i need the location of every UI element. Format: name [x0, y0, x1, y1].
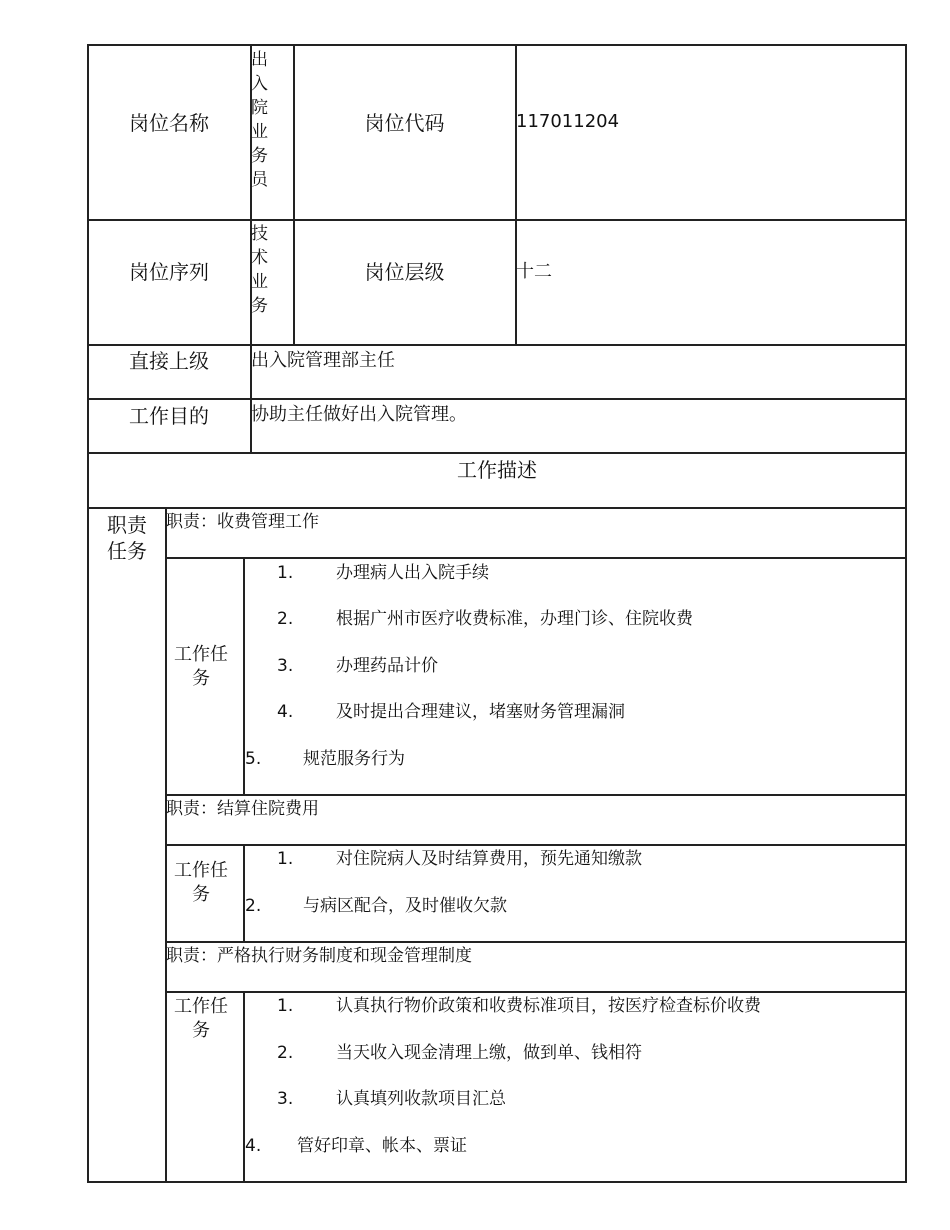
- task-number: 4.: [245, 1136, 262, 1156]
- task-number: 2.: [277, 1043, 294, 1063]
- task-label: 工作任务: [174, 644, 228, 689]
- position-name-value: 出入院业务员: [251, 50, 268, 190]
- duty-title: 职责：收费管理工作: [166, 512, 319, 532]
- task-item: 管好印章、帐本、票证: [297, 1136, 467, 1156]
- task-number: 3.: [277, 1089, 294, 1109]
- duty-title: 职责：严格执行财务制度和现金管理制度: [166, 946, 472, 966]
- position-code-value: 117011204: [516, 111, 620, 132]
- task-item: 与病区配合，及时催收欠款: [303, 896, 507, 916]
- task-number: 5.: [245, 749, 262, 769]
- task-item: 当天收入现金清理上缴，做到单、钱相符: [336, 1043, 642, 1063]
- position-code-label: 岗位代码: [364, 111, 445, 135]
- task-number: 1.: [277, 563, 294, 583]
- position-sequence-value: 技术业务: [251, 224, 268, 316]
- task-item: 规范服务行为: [303, 749, 405, 769]
- task-number: 2.: [245, 896, 262, 916]
- direct-superior-value: 出入院管理部主任: [251, 350, 395, 371]
- task-item: 办理药品计价: [336, 656, 438, 676]
- task-label: 工作任务: [174, 860, 228, 905]
- task-number: 3.: [277, 656, 294, 676]
- task-item: 认真执行物价政策和收费标准项目，按医疗检查标价收费: [336, 996, 761, 1016]
- position-level-label: 岗位层级: [364, 260, 445, 284]
- task-item: 认真填列收款项目汇总: [336, 1089, 506, 1109]
- task-number: 1.: [277, 849, 294, 869]
- task-item: 对住院病人及时结算费用，预先通知缴款: [336, 849, 642, 869]
- duty-title: 职责：结算住院费用: [166, 799, 319, 819]
- duties-label: 职责任务: [107, 513, 147, 563]
- task-number: 1.: [277, 996, 294, 1016]
- position-name-label: 岗位名称: [129, 111, 209, 135]
- position-sequence-label: 岗位序列: [129, 260, 209, 284]
- task-item: 根据广州市医疗收费标准，办理门诊、住院收费: [336, 609, 693, 629]
- work-description-title: 工作描述: [457, 458, 537, 482]
- task-item: 办理病人出入院手续: [336, 563, 489, 583]
- work-purpose-label: 工作目的: [129, 404, 209, 428]
- work-purpose-value: 协助主任做好出入院管理。: [251, 404, 467, 425]
- direct-superior-label: 直接上级: [129, 349, 209, 373]
- position-level-value: 十二: [516, 261, 552, 282]
- task-label: 工作任务: [174, 996, 228, 1041]
- task-item: 及时提出合理建议，堵塞财务管理漏洞: [336, 702, 625, 722]
- task-number: 4.: [277, 702, 294, 722]
- task-number: 2.: [277, 609, 294, 629]
